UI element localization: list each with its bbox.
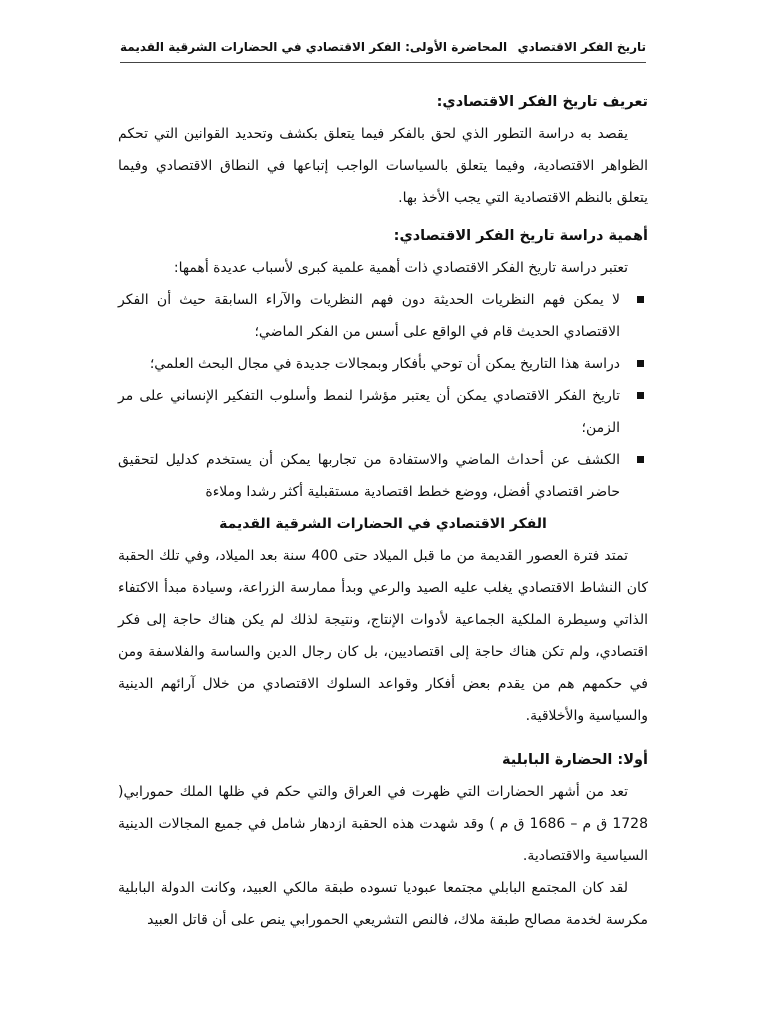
babylon-heading: أولا: الحضارة البابلية bbox=[501, 752, 648, 768]
babylon-paragraph-2: لقد كان المجتمع البابلي مجتمعا عبوديا تسوده طبقة مالكي العبيد، وكانت الدولة البابلية مكرسة لخدمة مصالح طبقة ملاك، فالنص التشريعي الحمورابي ينص على أن قاتل العبيد bbox=[118, 880, 648, 928]
header-lecture-title: المحاضرة الأولى: الفكر الاقتصادي في الحضارات الشرقية القديمة bbox=[120, 40, 508, 54]
square-bullet-icon bbox=[637, 392, 644, 399]
definition-paragraph: يقصد به دراسة التطور الذي لحق بالفكر فيما يتعلق بكشف وتحديد القوانين التي تحكم الظواهر الاقتصادية، وفيما يتعلق بالسياسات الواجب إتباعها في النطاق الاقتصادي وفيما يتعلق بالنظم الاقتصادية التي يجب الأخذ بها. bbox=[118, 126, 648, 206]
list-item-text: تاريخ الفكر الاقتصادي يمكن أن يعتبر مؤشرا لنمط وأسلوب التفكير الإنساني على مر الزمن؛ bbox=[118, 388, 620, 436]
list-item-text: دراسة هذا التاريخ يمكن أن توحي بأفكار وبمجالات جديدة في مجال البحث العلمي؛ bbox=[149, 356, 620, 372]
page-header bbox=[120, 40, 646, 63]
definition-heading: تعريف تاريخ الفكر الاقتصادي: bbox=[436, 94, 648, 110]
list-item bbox=[118, 348, 648, 380]
importance-list bbox=[118, 284, 648, 508]
square-bullet-icon bbox=[637, 456, 644, 463]
babylon-paragraph-1: تعد من أشهر الحضارات التي ظهرت في العراق والتي حكم في ظلها الملك حمورابي( 1728 ق م – 1686 ق م ) وقد شهدت هذه الحقبة ازدهار شامل في جميع المجالات الدينية السياسية والاقتصادية. bbox=[118, 784, 648, 864]
list-item-text: الكشف عن أحداث الماضي والاستفادة من تجاربها يمكن أن يستخدم كدليل لتحقيق حاضر اقتصادي أفضل، ووضع خطط اقتصادية مستقبلية أكثر رشدا وملاءة bbox=[118, 452, 620, 500]
importance-heading: أهمية دراسة تاريخ الفكر الاقتصادي: bbox=[393, 228, 648, 244]
list-item bbox=[118, 284, 648, 348]
list-item bbox=[118, 380, 648, 444]
list-item-text: لا يمكن فهم النظريات الحديثة دون فهم النظريات والآراء السابقة حيث أن الفكر الاقتصادي الحديث قام في الواقع على أسس من الفكر الماضي؛ bbox=[118, 292, 620, 340]
document-body bbox=[118, 86, 648, 936]
importance-intro: تعتبر دراسة تاريخ الفكر الاقتصادي ذات أهمية علمية كبرى لأسباب عديدة أهمها: bbox=[173, 260, 628, 276]
square-bullet-icon bbox=[637, 296, 644, 303]
list-item bbox=[118, 444, 648, 508]
eastern-civilizations-paragraph: تمتد فترة العصور القديمة من ما قبل الميلاد حتى 400 سنة بعد الميلاد، وفي تلك الحقبة كان النشاط الاقتصادي يغلب عليه الصيد والرعي وبدأ ممارسة الزراعة، وسيادة مبدأ الاكتفاء الذاتي وسيطرة الملكية الجماعية لأدوات الإنتاج، ونتيجة لذلك لم يكن هناك حاجة إلى فكر اقتصادي، ولم تكن هناك حاجة إلى اقتصاديين، بل كان رجال الدين والساسة والفلاسفة ومن في حكمهم هم من يقدم بعض أفكار وقواعد السلوك الاقتصادي من خلال آرائهم الدينية والسياسية والأخلاقية. bbox=[118, 548, 648, 724]
square-bullet-icon bbox=[637, 360, 644, 367]
header-book-title: تاريخ الفكر الاقتصادي bbox=[517, 40, 646, 54]
eastern-civilizations-heading: الفكر الاقتصادي في الحضارات الشرقية القديمة bbox=[219, 516, 547, 532]
